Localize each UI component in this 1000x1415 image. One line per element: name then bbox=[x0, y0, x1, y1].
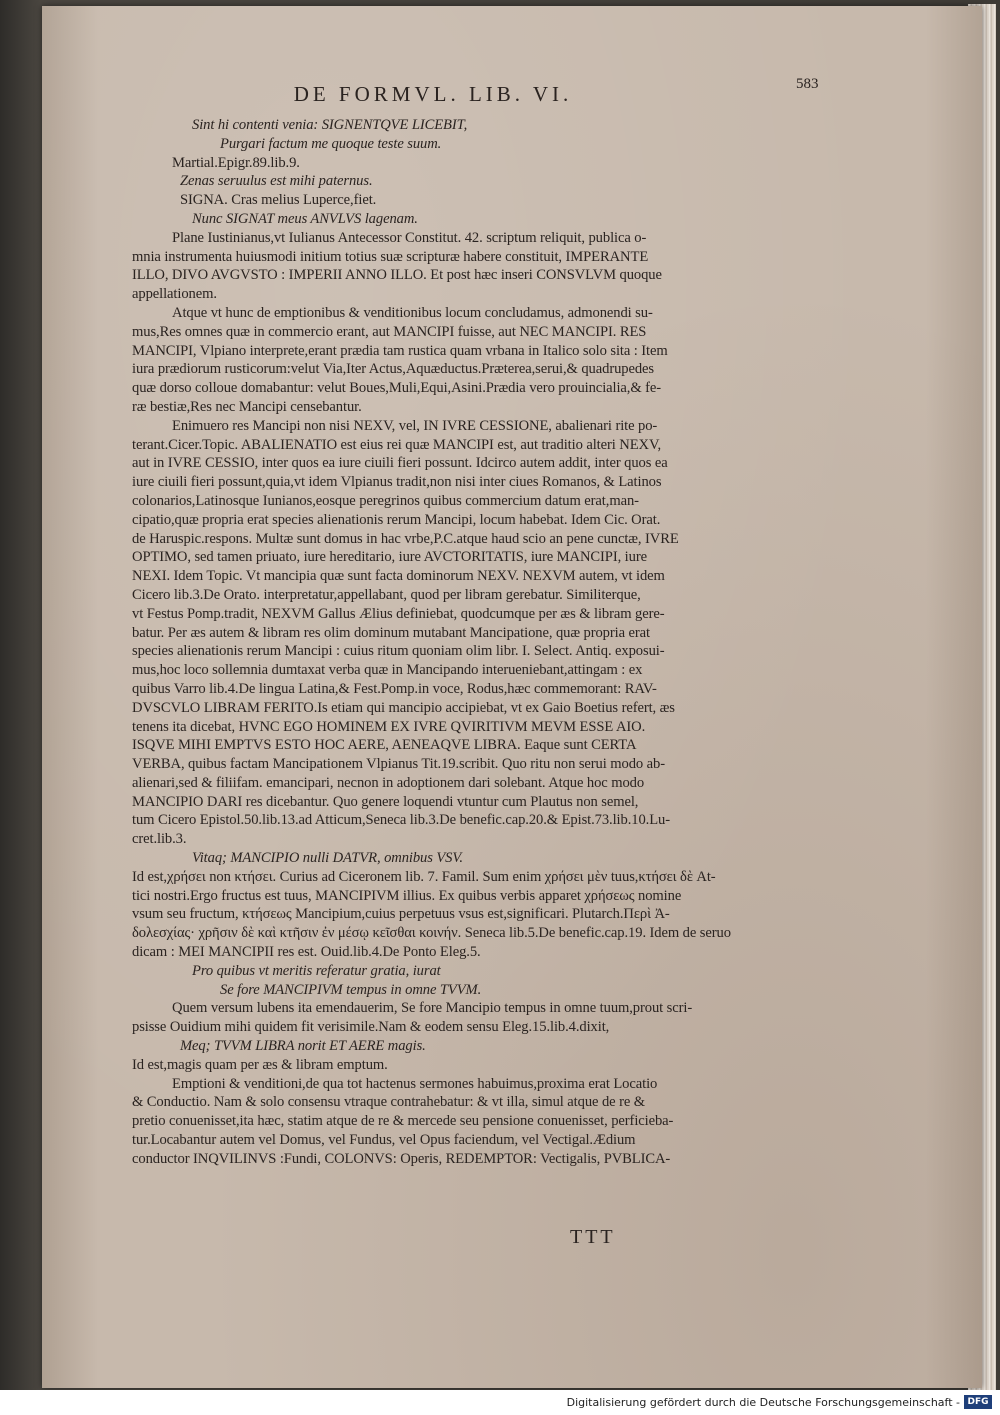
text-lines bbox=[132, 116, 812, 1169]
text-line: Enimuero res Mancipi non nisi NEXV, vel, IN IVRE CESSIONE, abalienari rite po- bbox=[172, 417, 658, 434]
text-line: mnia instrumenta huiusmodi initium totius suæ scripturæ habere constituit, IMPERANTE bbox=[132, 248, 649, 265]
text-line: dicam : MEI MANCIPII res est. Ouid.lib.4.De Ponto Eleg.5. bbox=[132, 944, 481, 961]
text-line: Id est,magis quam per æs & libram emptum. bbox=[132, 1056, 388, 1073]
text-line: SIGNA. Cras melius Luperce,fiet. bbox=[180, 192, 377, 209]
footer-credit: Digitalisierung gefördert durch die Deutsche Forschungsgemeinschaft - bbox=[566, 1396, 960, 1409]
text-line: δολεσχίας· χρῆσιν δὲ καὶ κτῆσιν ἐν μέσῳ κεῖσθαι κοινήν. Seneca lib.5.De benefic.cap.19. Idem de seruo bbox=[132, 925, 731, 942]
text-line: Cicero lib.3.De Orato. interpretatur,appellabant, quod per libram gerebatur. Similiterque, bbox=[132, 586, 641, 603]
text-line: tum Cicero Epistol.50.lib.13.ad Atticum,Seneca lib.3.De benefic.cap.20.& Epist.73.lib.10.Lu- bbox=[132, 812, 670, 829]
text-line: pretio conuenisset,ita hæc, statim atque de re & mercede seu pensione conuenisset, perficieba- bbox=[132, 1113, 674, 1130]
text-line: cret.lib.3. bbox=[132, 831, 187, 848]
text-line: quæ dorso colloue domabantur: velut Boues,Muli,Equi,Asini.Prædia vero prouincialia,& fe- bbox=[132, 380, 662, 397]
text-line: tenens ita dicebat, HVNC EGO HOMINEM EX IVRE QVIRITIVM MEVM ESSE AIO. bbox=[132, 718, 646, 735]
text-line: alienari,sed & filiifam. emancipari, necnon in adoptionem dari solebant. Atque hoc modo bbox=[132, 774, 645, 791]
text-line: appellationem. bbox=[132, 286, 217, 303]
text-line: vt Festus Pomp.tradit, NEXVM Gallus Ælius definiebat, quodcumque per æs & libram gere- bbox=[132, 605, 665, 622]
text-line: DVSCVLO LIBRAM FERITO.Is etiam qui mancipio accipiebat, vt ex Gaio Boetius refert, æs bbox=[132, 699, 675, 716]
text-line: tur.Locabantur autem vel Domus, vel Fundus, vel Opus faciendum, vel Vectigal.Ædium bbox=[132, 1132, 636, 1149]
text-line: tici nostri.Ergo fructus est tuus, MANCIPIVM illius. Ex quibus verbis apparet χρήσεως nomine bbox=[132, 887, 682, 904]
text-line: quibus Varro lib.4.De lingua Latina,& Fest.Pomp.in voce, Rodus,hæc commemorant: RAV- bbox=[132, 680, 657, 697]
text-line: & Conductio. Nam & solo consensu vtraque contrahebatur: & vt illa, simul atque de re & bbox=[132, 1094, 646, 1111]
text-line: batur. Per æs autem & libram res olim dominum mutabant Mancipatione, quæ propria erat bbox=[132, 624, 650, 641]
digitization-footer bbox=[0, 1390, 1000, 1415]
text-line: Meq; TVVM LIBRA norit ET AERE magis. bbox=[180, 1038, 426, 1055]
text-line: iura prædiorum rusticorum:velut Via,Iter Actus,Aquæductus.Præterea,serui,& quadrupedes bbox=[132, 361, 655, 378]
text-line: Martial.Epigr.89.lib.9. bbox=[172, 154, 300, 171]
text-line: Sint hi contenti venia: SIGNENTQVE LICEBIT, bbox=[192, 117, 468, 133]
text-line: species alienationis rerum Mancipi : cuius ritum quoniam olim libr. I. Select. Antiq. exposui- bbox=[132, 643, 665, 660]
text-line: Vitaq; MANCIPIO nulli DATVR, omnibus VSV. bbox=[192, 850, 463, 867]
running-head: DE FORMVL. LIB. VI. bbox=[293, 82, 573, 106]
page-number: 583 bbox=[796, 76, 819, 92]
text-line: Purgari factum me quoque teste suum. bbox=[220, 135, 442, 152]
text-line: Zenas seruulus est mihi paternus. bbox=[180, 173, 373, 190]
text-line: Emptioni & venditioni,de qua tot hactenus sermones habuimus,proxima erat Locatio bbox=[172, 1075, 658, 1092]
catchword: TTT bbox=[570, 1226, 616, 1248]
text-line: de Haruspic.respons. Multæ sunt domus in hac vrbe,P.C.atque haud scio an pene cunctæ, IVRE bbox=[132, 530, 679, 547]
text-line: colonarios,Latinosque Iunianos,eosque peregrinos quibus commercium datum erat,man- bbox=[132, 492, 639, 509]
text-line: ILLO, DIVO AVGVSTO : IMPERII ANNO ILLO. Et post hæc inseri CONSVLVM quoque bbox=[132, 267, 662, 284]
text-line: mus,hoc loco sollemnia dumtaxat verba quæ in Mancipando interueniebant,attingam : ex bbox=[132, 662, 643, 679]
body-text bbox=[132, 116, 812, 1169]
text-line: NEXI. Idem Topic. Vt mancipia quæ sunt facta dominorum NEXV. NEXVM autem, vt idem bbox=[132, 568, 665, 585]
text-line: conductor INQVILINVS :Fundi, COLONVS: Operis, REDEMPTOR: Vectigalis, PVBLICA- bbox=[132, 1150, 671, 1167]
text-line: aut in IVRE CESSIO, inter quos ea iure ciuili fieri possunt. Idcirco autem addit, inter quos ea bbox=[132, 455, 668, 472]
text-line: VERBA, quibus factam Mancipationem Vlpianus Tit.19.scribit. Quo ritu non serui modo ab- bbox=[132, 756, 665, 773]
text-line: psisse Ouidium mihi quidem fit verisimile.Nam & eodem sensu Eleg.15.lib.4.dixit, bbox=[132, 1019, 610, 1036]
text-line: Pro quibus vt meritis referatur gratia, iurat bbox=[192, 962, 441, 979]
text-line: Plane Iustinianus,vt Iulianus Antecessor Constitut. 42. scriptum reliquit, publica o- bbox=[172, 229, 647, 246]
text-line: vsum seu fructum, κτήσεως Mancipium,cuius perpetuus vsus est,significari. Plutarch.Περὶ Ἀ- bbox=[132, 906, 670, 923]
text-line: terant.Cicer.Topic. ABALIENATIO est eius rei quæ MANCIPI est, aut traditio alteri NEXV, bbox=[132, 436, 662, 453]
text-line: Quem versum lubens ita emendauerim, Se fore Mancipio tempus in omne tuum,prout scri- bbox=[172, 1000, 693, 1017]
text-line: Atque vt hunc de emptionibus & venditionibus locum concludamus, admonendi su- bbox=[172, 304, 653, 321]
text-line: ræ bestiæ,Res nec Mancipi censebantur. bbox=[132, 398, 362, 415]
dfg-logo: DFG bbox=[964, 1395, 992, 1409]
text-line: Nunc SIGNAT meus ANVLVS lagenam. bbox=[192, 210, 418, 227]
text-line: MANCIPI, Vlpiano interprete,erant prædia tam rustica quam vrbana in Italico solo sita : Item bbox=[132, 342, 668, 359]
text-line: cipatio,quæ propria erat species alienationis rerum Mancipi, locum habebat. Idem Cic. Orat. bbox=[132, 511, 661, 528]
text-line: Se fore MANCIPIVM tempus in omne TVVM. bbox=[220, 981, 482, 998]
text-line: ISQVE MIHI EMPTVS ESTO HOC AERE, AENEAQVE LIBRA. Eaque sunt CERTA bbox=[132, 737, 637, 754]
text-line: MANCIPIO DARI res dicebantur. Quo genere loquendi vtuntur cum Plautus non semel, bbox=[132, 793, 639, 810]
text-line: Id est,χρήσει non κτήσει. Curius ad Ciceronem lib. 7. Famil. Sum enim χρήσει μὲν tuus,κτήσει δὲ At- bbox=[132, 868, 716, 885]
text-line: mus,Res omnes quæ in commercio erant, aut MANCIPI fuisse, aut NEC MANCIPI. RES bbox=[132, 323, 647, 340]
text-line: OPTIMO, sed tamen priuato, iure hereditario, iure AVCTORITATIS, iure MANCIPI, iure bbox=[132, 549, 647, 566]
text-line: iure ciuili fieri possunt,quia,vt idem Vlpianus tradit,non nisi inter ciues Romanos, & Latinos bbox=[132, 474, 662, 491]
